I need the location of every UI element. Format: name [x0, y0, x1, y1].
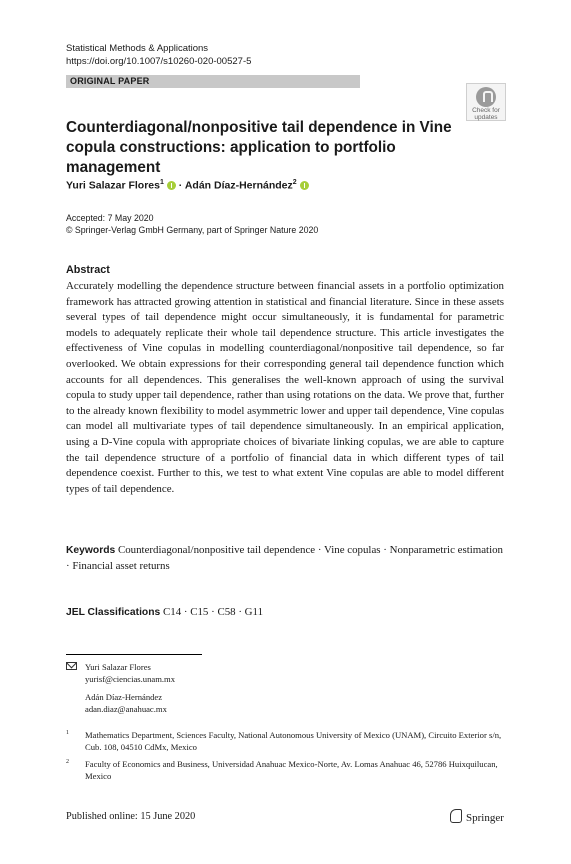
doi-link[interactable]: https://doi.org/10.1007/s10260-020-00527-5 [66, 56, 252, 67]
author-affil-2: 2 [292, 179, 297, 186]
title-line-2: copula constructions: application to portfolio management [66, 139, 396, 176]
check-for-updates-badge[interactable] [466, 83, 506, 121]
affiliation-number-2: 2 [66, 759, 69, 765]
jel-heading: JEL Classifications [66, 607, 161, 618]
accepted-date: Accepted: 7 May 2020 [66, 213, 154, 223]
title-line-1: Counterdiagonal/nonpositive tail dependence in Vine [66, 119, 452, 136]
copyright-notice: © Springer-Verlag GmbH Germany, part of Springer Nature 2020 [66, 225, 319, 235]
author-name-1[interactable]: Yuri Salazar Flores [66, 179, 160, 192]
check-updates-line-2: updates [474, 114, 498, 121]
affiliation-text-2: Faculty of Economics and Business, Universidad Anahuac Mexico-Norte, Av. Lomas Anahuac 46, 52786 Huixquilucan, Mexico [85, 759, 498, 781]
check-updates-line-1: Check for [472, 107, 500, 114]
second-author-name: Adán Díaz‑Hernández [85, 692, 163, 702]
article-type-banner: ORIGINAL PAPER [66, 75, 360, 88]
journal-header [66, 42, 251, 68]
author-name-2[interactable]: Adán Díaz‑Hernández [184, 179, 293, 192]
published-online-date: Published online: 15 June 2020 [66, 811, 196, 822]
publisher-name: Springer [466, 812, 504, 824]
affiliations [66, 730, 506, 788]
affiliation-number-1: 1 [66, 730, 69, 736]
envelope-icon [66, 662, 77, 670]
keywords-heading: Keywords [66, 545, 116, 556]
abstract-text: Accurately modelling the dependence structure between financial assets in a portfolio optimization framework has attracted growing attention in statistical and financial literature. Since in these assets several types of tail dependence might occur simultaneously, it is fundamental for parametric models to adequately replicate their whole tail dependence structure. This article investigates the effectiveness of Vine copulas in modelling counterdiagonal/nonpositive tail dependence, so far overlooked. We obtain expressions for their corresponding general tail dependence function which accounts for all dependences. This generalises the well-known approach of using the survival copula to study upper tail dependence, rather than using rotations on the data. We prove that, further to the already known flexibility to model asymmetric lower and upper tail dependence, Vine copulas can model all multivariate types of tail dependence simultaneously. In an empirical application, using a D-Vine copula with appropriate choices of bivariate linking copulas, we are able to capture the tail dependence structure of a portfolio of financial data in which different types of tail dependence coexist. Further to this, we test to what extent Vine copulas are able to model different types of tail dependence. [66, 280, 504, 495]
publisher-logo [450, 809, 504, 824]
author-list [66, 176, 309, 193]
orcid-icon[interactable] [167, 181, 176, 190]
springer-horse-icon [450, 809, 462, 823]
keywords [66, 543, 504, 574]
paper-title [66, 118, 486, 178]
orcid-icon[interactable] [300, 181, 309, 190]
bookmark-icon [476, 87, 496, 107]
author-separator: · [175, 179, 185, 192]
second-author-email[interactable]: adan.diaz@anahuac.mx [85, 703, 167, 714]
corresponding-author-email[interactable]: yurisf@ciencias.unam.mx [85, 673, 176, 684]
affiliation-1 [66, 730, 506, 753]
article-dates [66, 212, 318, 236]
corresponding-author-name: Yuri Salazar Flores [85, 662, 151, 672]
affiliation-2 [66, 759, 506, 782]
affiliation-text-1: Mathematics Department, Sciences Faculty, National Autonomous University of Mexico (UNAM), Circuito Exterior s/n, Cub. 108, 04510 CdMx, Mexico [85, 730, 502, 752]
journal-name: Statistical Methods & Applications [66, 43, 209, 54]
jel-classifications [66, 606, 263, 618]
footnote-divider [66, 654, 202, 655]
correspondence-block [66, 662, 175, 715]
author-affil-1: 1 [159, 179, 164, 186]
jel-codes: C14 · C15 · C58 · G11 [162, 606, 264, 618]
abstract-heading: Abstract [66, 264, 110, 276]
keywords-list: Counterdiagonal/nonpositive tail dependence · Vine copulas · Nonparametric estimation · Financial asset returns [66, 544, 503, 572]
